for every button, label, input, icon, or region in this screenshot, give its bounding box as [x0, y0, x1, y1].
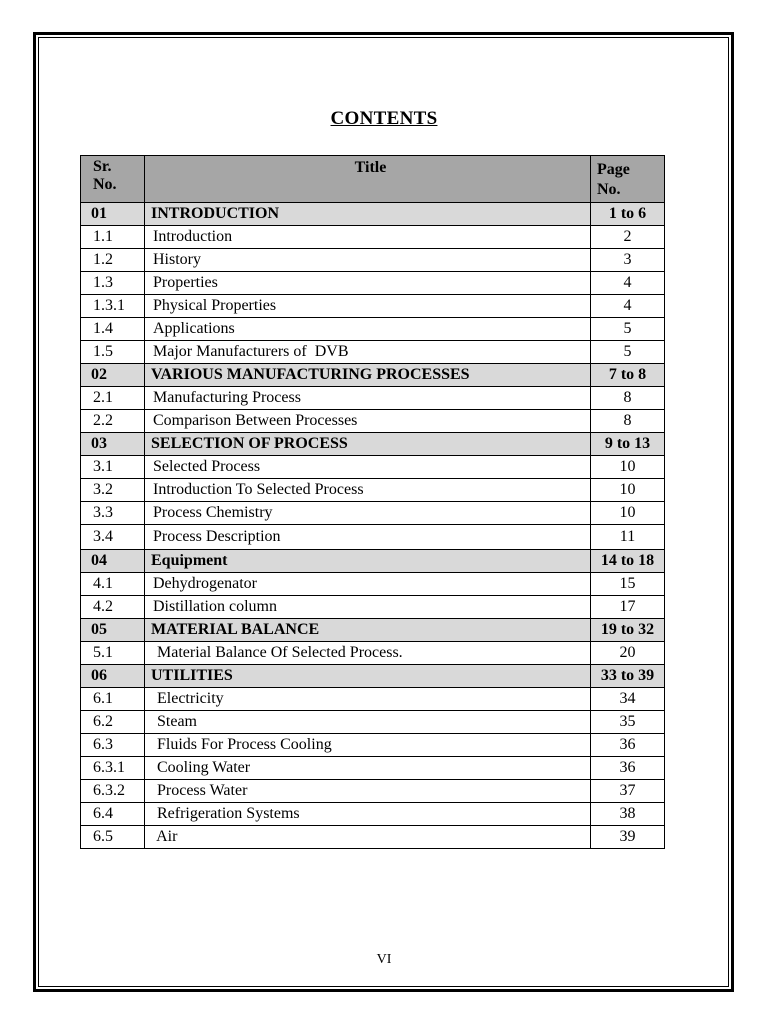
row-page-no: 17 [591, 596, 665, 619]
table-header-row [81, 156, 665, 203]
table-row [81, 525, 665, 550]
row-sr-no: 4.1 [81, 573, 145, 596]
row-sr-no: 4.2 [81, 596, 145, 619]
row-page-no: 4 [591, 295, 665, 318]
row-sr-no: 03 [81, 433, 145, 456]
row-page-no: 5 [591, 318, 665, 341]
row-title: Selected Process [145, 456, 591, 479]
row-title: Refrigeration Systems [145, 803, 591, 826]
row-page-no: 4 [591, 272, 665, 295]
row-sr-no: 1.5 [81, 341, 145, 364]
row-sr-no: 6.3.2 [81, 780, 145, 803]
header-page-no-label: Page No. [597, 161, 630, 198]
row-title: Dehydrogenator [145, 573, 591, 596]
header-page-no [591, 156, 665, 203]
section-row [81, 364, 665, 387]
row-page-no: 10 [591, 456, 665, 479]
row-sr-no: 1.1 [81, 226, 145, 249]
table-row [81, 341, 665, 364]
row-page-no: 3 [591, 249, 665, 272]
row-page-no: 8 [591, 410, 665, 433]
row-title: Fluids For Process Cooling [145, 734, 591, 757]
table-row [81, 734, 665, 757]
table-row [81, 226, 665, 249]
table-row [81, 295, 665, 318]
row-page-no: 7 to 8 [591, 364, 665, 387]
table-row [81, 642, 665, 665]
page-title: CONTENTS [330, 108, 438, 129]
row-page-no: 8 [591, 387, 665, 410]
row-title: Comparison Between Processes [145, 410, 591, 433]
row-sr-no: 1.3 [81, 272, 145, 295]
table-row [81, 826, 665, 849]
header-title: Title [145, 156, 591, 203]
row-page-no: 38 [591, 803, 665, 826]
row-page-no: 14 to 18 [591, 550, 665, 573]
row-title: MATERIAL BALANCE [145, 619, 591, 642]
row-sr-no: 06 [81, 665, 145, 688]
table-row [81, 272, 665, 295]
row-title: Applications [145, 318, 591, 341]
row-title: Material Balance Of Selected Process. [145, 642, 591, 665]
row-page-no: 20 [591, 642, 665, 665]
row-page-no: 37 [591, 780, 665, 803]
row-sr-no: 3.2 [81, 479, 145, 502]
row-title: Equipment [145, 550, 591, 573]
table-row [81, 249, 665, 272]
row-title: Introduction [145, 226, 591, 249]
row-page-no: 15 [591, 573, 665, 596]
row-sr-no: 5.1 [81, 642, 145, 665]
table-row [81, 387, 665, 410]
row-page-no: 2 [591, 226, 665, 249]
row-sr-no: 1.3.1 [81, 295, 145, 318]
table-row [81, 803, 665, 826]
row-page-no: 19 to 32 [591, 619, 665, 642]
row-sr-no: 02 [81, 364, 145, 387]
row-title: Process Water [145, 780, 591, 803]
row-title: Air [145, 826, 591, 849]
row-sr-no: 2.2 [81, 410, 145, 433]
row-title: Process Chemistry [145, 502, 591, 525]
row-sr-no: 6.3.1 [81, 757, 145, 780]
row-page-no: 33 to 39 [591, 665, 665, 688]
page-number-footer: VI [376, 952, 392, 967]
row-page-no: 34 [591, 688, 665, 711]
row-title: Introduction To Selected Process [145, 479, 591, 502]
section-row [81, 619, 665, 642]
table-row [81, 573, 665, 596]
table-row [81, 456, 665, 479]
contents-table [80, 155, 665, 849]
table-row [81, 780, 665, 803]
row-page-no: 10 [591, 479, 665, 502]
row-page-no: 36 [591, 734, 665, 757]
row-title: INTRODUCTION [145, 203, 591, 226]
row-page-no: 9 to 13 [591, 433, 665, 456]
row-page-no: 36 [591, 757, 665, 780]
row-page-no: 11 [591, 525, 665, 550]
row-sr-no: 01 [81, 203, 145, 226]
row-sr-no: 2.1 [81, 387, 145, 410]
row-page-no: 10 [591, 502, 665, 525]
row-sr-no: 04 [81, 550, 145, 573]
table-row [81, 596, 665, 619]
table-row [81, 502, 665, 525]
table-row [81, 410, 665, 433]
row-title: Manufacturing Process [145, 387, 591, 410]
row-title: VARIOUS MANUFACTURING PROCESSES [145, 364, 591, 387]
row-title: History [145, 249, 591, 272]
row-page-no: 39 [591, 826, 665, 849]
table-row [81, 757, 665, 780]
row-title: Cooling Water [145, 757, 591, 780]
row-title: SELECTION OF PROCESS [145, 433, 591, 456]
header-sr-no [81, 156, 145, 203]
row-title: UTILITIES [145, 665, 591, 688]
section-row [81, 665, 665, 688]
contents-table-body [81, 203, 665, 849]
row-title: Process Description [145, 525, 591, 550]
section-row [81, 550, 665, 573]
table-row [81, 688, 665, 711]
header-sr-no-label: Sr. No. [93, 158, 117, 193]
table-row [81, 318, 665, 341]
row-sr-no: 05 [81, 619, 145, 642]
row-title: Physical Properties [145, 295, 591, 318]
row-page-no: 5 [591, 341, 665, 364]
row-sr-no: 1.2 [81, 249, 145, 272]
row-sr-no: 3.3 [81, 502, 145, 525]
row-title: Properties [145, 272, 591, 295]
row-sr-no: 6.3 [81, 734, 145, 757]
table-row [81, 479, 665, 502]
section-row [81, 203, 665, 226]
row-title: Distillation column [145, 596, 591, 619]
row-sr-no: 6.5 [81, 826, 145, 849]
row-sr-no: 6.2 [81, 711, 145, 734]
row-title: Electricity [145, 688, 591, 711]
row-sr-no: 6.1 [81, 688, 145, 711]
row-sr-no: 3.4 [81, 525, 145, 550]
row-sr-no: 6.4 [81, 803, 145, 826]
table-row [81, 711, 665, 734]
row-page-no: 35 [591, 711, 665, 734]
row-page-no: 1 to 6 [591, 203, 665, 226]
row-title: Major Manufacturers of DVB [145, 341, 591, 364]
row-title: Steam [145, 711, 591, 734]
row-sr-no: 3.1 [81, 456, 145, 479]
row-sr-no: 1.4 [81, 318, 145, 341]
section-row [81, 433, 665, 456]
